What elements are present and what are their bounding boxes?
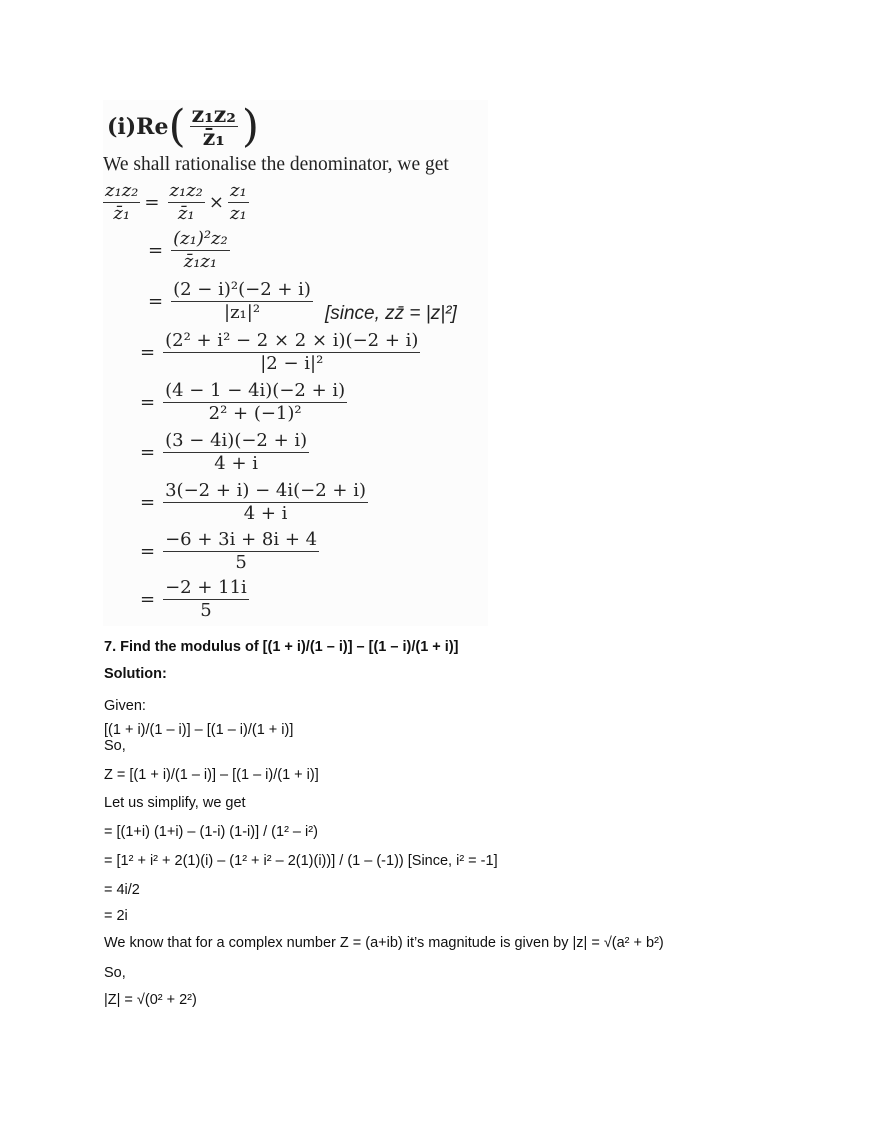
numerator: (2 − i)²(−2 + i) [173,278,311,300]
equals-sign: = [140,589,156,610]
math-row-2 [148,228,234,273]
numerator: −6 + 3i + 8i + 4 [165,529,318,550]
math-row-6 [140,430,313,475]
text-line: So, [104,738,126,754]
denominator: 5 [200,600,212,621]
math-row-9 [140,577,253,622]
numerator: z₁z₂ [191,102,236,128]
paren-close: ) [241,100,260,152]
text-line: = 2i [104,908,128,924]
equals-sign: = [144,192,160,213]
denominator: |z₁|² [224,301,261,323]
text-line: = [1² + i² + 2(1)(i) – (1² + i² – 2(1)(i))] / (1 – (-1)) [Since, i² = -1] [104,853,498,869]
text-line: So, [104,965,126,981]
equals-sign: = [148,240,164,261]
math-row-8 [140,529,323,574]
equals-sign: = [140,392,156,413]
denominator: 5 [235,552,247,573]
text-line: [(1 + i)/(1 – i)] – [(1 – i)/(1 + i)] [104,722,294,738]
numerator: (4 − 1 − 4i)(−2 + i) [165,380,346,401]
denominator: 4 + i [214,453,258,474]
denominator: z̄₁ [202,125,225,151]
math-row-3 [148,277,457,325]
text-line: Given: [104,698,146,714]
numerator: z₁ [230,180,247,201]
equals-sign: = [140,492,156,513]
text-line: We know that for a complex number Z = (a+ib) it’s magnitude is given by |z| = √(a² + b²) [104,935,664,951]
denominator: |2 − i|² [260,353,324,374]
math-row-7 [140,480,372,525]
math-row-1 [103,180,253,225]
since-note: [since, zz̄ = |z|²] [324,303,457,324]
numerator: z₁z₂ [105,180,139,201]
math-row-5 [140,380,351,425]
equals-sign: = [140,442,156,463]
numerator: (2² + i² − 2 × 2 × i)(−2 + i) [165,330,419,351]
denominator: z̄₁z₁ [183,251,218,272]
math-row-4 [140,330,424,375]
part-title [107,100,260,152]
denominator: z₁ [230,203,247,224]
denominator: z̄₁ [177,203,195,224]
text-line: Z = [(1 + i)/(1 – i)] – [(1 – i)/(1 + i)] [104,767,319,783]
math-derivation-image [103,100,488,626]
title-fraction [190,104,238,149]
solution-label: Solution: [104,666,167,682]
numerator: −2 + 11i [165,577,247,598]
equals-sign: = [140,342,156,363]
equals-sign: = [140,541,156,562]
text-line: = [(1+i) (1+i) – (1-i) (1-i)] / (1² – i²) [104,824,318,840]
equals-sign: = [148,290,164,312]
text-line: Let us simplify, we get [104,795,246,811]
denominator: z̄₁ [113,203,131,224]
text-line: = 4i/2 [104,882,140,898]
question-heading: 7. Find the modulus of [(1 + i)/(1 – i)] – [(1 – i)/(1 + i)] [104,639,459,655]
times-sign: × [208,192,224,213]
denominator: 2² + (−1)² [208,403,302,424]
text-line: |Z| = √(0² + 2²) [104,992,197,1008]
numerator: (z₁)²z₂ [173,228,228,249]
numerator: 3(−2 + i) − 4i(−2 + i) [165,480,367,501]
paren-open: ( [168,100,186,152]
numerator: (3 − 4i)(−2 + i) [165,430,308,451]
re-label: (i)Re [107,113,169,140]
denominator: 4 + i [243,503,288,524]
intro-text: We shall rationalise the denominator, we get [103,154,449,175]
numerator: z₁z₂ [169,180,203,201]
